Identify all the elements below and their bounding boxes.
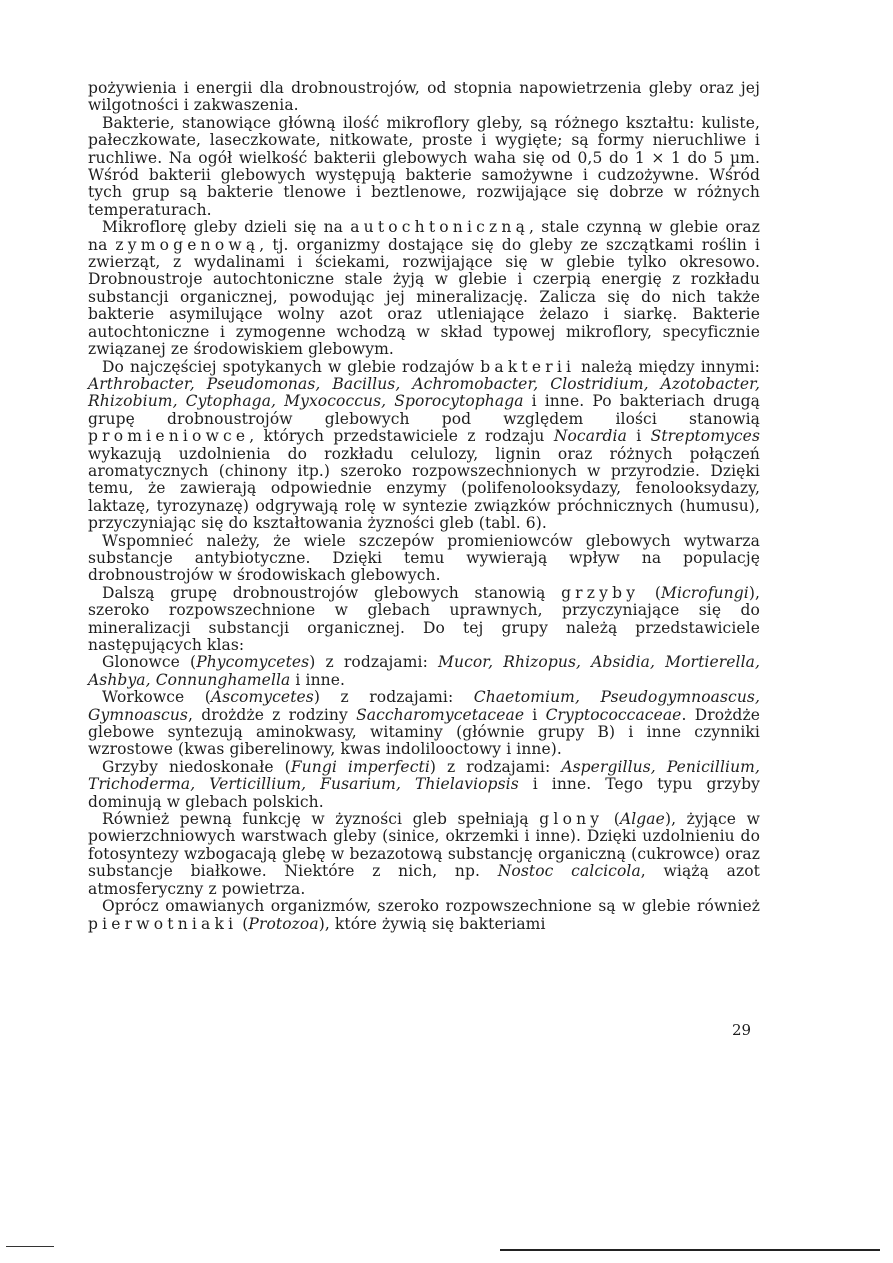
paragraph — [88, 219, 760, 358]
paragraph — [88, 115, 760, 219]
paragraph — [88, 811, 760, 898]
text-run: , drożdże z rodziny — [187, 705, 357, 724]
text-run: ), szeroko rozpowszechnione w glebach uprawnych, przyczyniające się do mineralizacji substancji organicznej. Do tej grupy należą przedstawiciele następujących klas: — [88, 583, 760, 654]
text-run: należą między innymi: — [575, 357, 760, 376]
text-run: . Drożdże glebowe syntezują aminokwasy, witaminy (głównie grupy B) i inne czynniki wzrostowe (kwas giberelinowy, kwas indolilooctowy i inne). — [88, 705, 760, 759]
paragraph — [88, 359, 760, 533]
latin-name: Saccharomycetaceae — [356, 705, 525, 724]
latin-name: Nocardia — [553, 427, 627, 446]
paragraph — [88, 654, 760, 689]
text-run: , stale czynną w glebie oraz na — [88, 218, 760, 254]
latin-name: Phycomycetes — [196, 653, 310, 672]
latin-name: Mucor, Rhizopus, Absidia, Mortierella, Ashbya, Connunghamella — [88, 653, 760, 689]
page-number: 29 — [732, 1021, 752, 1039]
text-run: , których przedstawiciele z rodzaju — [249, 427, 554, 446]
spaced-term: pierwotniaki — [88, 914, 238, 933]
page-body-text — [88, 80, 760, 933]
spaced-term: bakterii — [480, 357, 576, 376]
paragraph — [88, 585, 760, 655]
text-run: Dalszą grupę drobnoustrojów glebowych stanowią — [102, 583, 562, 602]
text-run: Grzyby niedoskonałe ( — [102, 757, 291, 776]
text-run: ( — [639, 583, 661, 602]
latin-name: Chaetomium, Pseudogymnoascus, Gymnoascus — [88, 688, 760, 724]
latin-name: Streptomyces — [650, 427, 760, 446]
latin-name: Arthrobacter, Pseudomonas, Bacillus, Achromobacter, Clostridium, Azotobacter, Rhizobium, Cytophaga, Myxococcus, Sporocytophaga — [88, 374, 760, 411]
text-run: Do najczęściej spotykanych w glebie rodzajów — [102, 357, 481, 376]
latin-name: Ascomycetes — [210, 688, 314, 707]
text-run: Wspomnieć należy, że wiele szczepów promieniowców glebowych wytwarza substancje antybiotyczne. Dzięki temu wywierają wpływ na populację drobnoustrojów w środowiskach glebowych. — [88, 531, 760, 585]
latin-name: Cryptococcaceae — [545, 705, 682, 724]
text-run: i inne. — [290, 670, 346, 689]
paragraph — [88, 533, 760, 585]
spaced-term: zymogenową — [115, 235, 260, 254]
text-run: ) z rodzajami: — [313, 688, 474, 707]
text-run: wykazują uzdolnienia do rozkładu celulozy, lignin oraz różnych połączeń aromatycznych (chinony itp.) szeroko rozpowszechnionych w przyrodzie. Dzięki temu, że zawierają odpowiednie enzymy (polifenolooksydazy, fenolooksydazy, laktazę, tyrozynazę) odgrywają rolę w syntezie związków próchnicznych (humusu), przyczyniając się do kształtowania żyzności gleb (tabl. 6). — [88, 444, 760, 533]
latin-name: Nostoc calcicola — [497, 862, 641, 881]
latin-name: Aspergillus, Penicillium, Trichoderma, Verticillium, Fusarium, Thielaviopsis — [88, 757, 760, 794]
text-run: Mikroflorę gleby dzieli się na — [102, 218, 351, 237]
spaced-term: grzyby — [561, 583, 640, 602]
text-run: i — [626, 427, 651, 446]
latin-name: Fungi imperfecti — [290, 757, 430, 776]
text-run: , wiążą azot atmosferyczny z powietrza. — [88, 862, 760, 898]
text-run: ( — [603, 810, 620, 829]
text-run: i — [524, 705, 546, 724]
text-run: pożywienia i energii dla drobnoustrojów, od stopnia napowietrzenia gleby oraz jej wilgotności i zakwaszenia. — [88, 79, 760, 115]
scan-edge-line — [500, 1249, 880, 1251]
text-run: ), które żywią się bakteriami — [318, 914, 546, 933]
paragraph — [88, 898, 760, 933]
latin-name: Algae — [619, 810, 665, 829]
scan-edge-line — [6, 1246, 54, 1247]
text-run: ) z rodzajami: — [429, 757, 562, 776]
text-run: i inne. Po bakteriach drugą grupę drobnoustrojów glebowych pod względem ilości stanowią — [88, 392, 760, 428]
latin-name: Protozoa — [248, 914, 319, 933]
paragraph — [88, 80, 760, 115]
text-run: ( — [237, 914, 249, 933]
text-run: Glonowce ( — [102, 653, 197, 672]
spaced-term: glony — [539, 810, 604, 829]
paragraph — [88, 759, 760, 811]
spaced-term: promieniowce — [88, 427, 250, 446]
text-run: ) z rodzajami: — [309, 653, 439, 672]
text-run: Bakterie, stanowiące główną ilość mikroflory gleby, są różnego kształtu: kuliste, pałeczkowate, laseczkowate, nitkowate, proste i wygięte; są formy nieruchliwe i ruchliwe. Na ogół wielkość bakterii glebowych waha się od 0,5 do 1 × 1 do 5 µm. Wśród bakterii glebowych występują bakterie samożywne i cudzożywne. Wśród tych grup są bakterie tlenowe i beztlenowe, rozwijające się dobrze w różnych temperaturach. — [88, 113, 760, 219]
paragraph — [88, 689, 760, 759]
text-run: Oprócz omawianych organizmów, szeroko rozpowszechnione są w glebie również — [102, 897, 760, 916]
text-run: , tj. organizmy dostające się do gleby ze szczątkami roślin i zwierząt, z wydalinami i ściekami, rozwijające się w glebie tylko okresowo. Drobnoustroje autochtoniczne stale żyją w glebie i czerpią energię z rozkładu substancji organicznej, powodując jej mineralizację. Zalicza się do nich także bakterie asymilujące wolny azot oraz utleniające żelazo i siarkę. Bakterie autochtoniczne i zymogenne wchodzą w skład typowej mikroflory, specyficznie związanej ze środowiskiem glebowym. — [88, 235, 760, 359]
latin-name: Microfungi — [660, 583, 749, 602]
text-run: ), żyjące w powierzchniowych warstwach gleby (sinice, okrzemki i inne). Dzięki uzdolnieniu do fotosyntezy wzbogacają glebę w bezazotową substancję organiczną (cukrowce) oraz substancje białkowe. Niektóre z nich, np. — [88, 810, 760, 881]
text-run: i inne. Tego typu grzyby dominują w glebach polskich. — [88, 775, 760, 811]
text-run: Workowce ( — [102, 688, 211, 707]
spaced-term: autochtoniczną — [350, 218, 530, 237]
text-run: Również pewną funkcję w żyzności gleb spełniają — [102, 810, 540, 829]
